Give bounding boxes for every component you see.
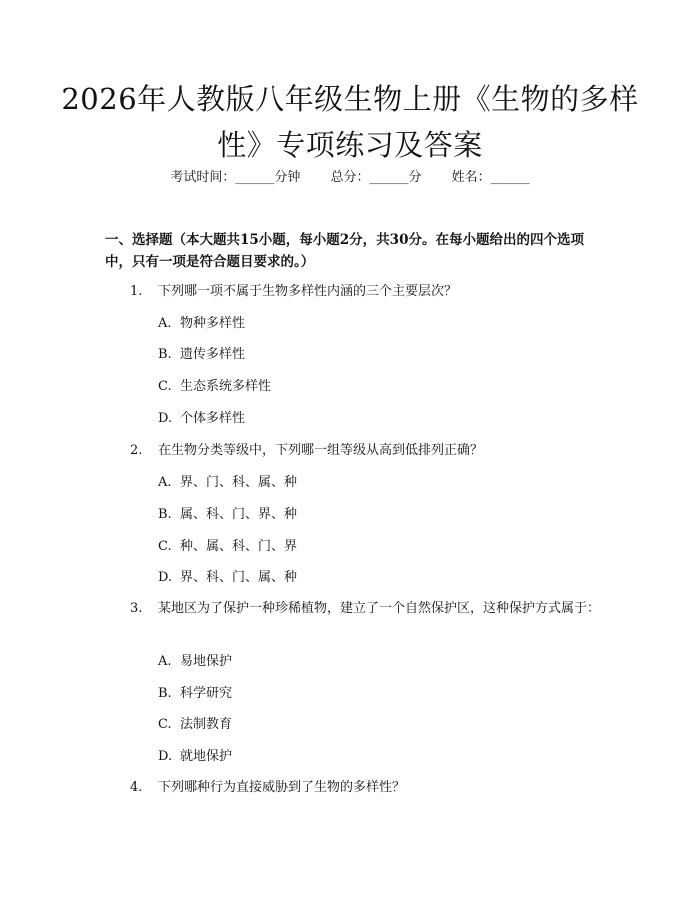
option-1a xyxy=(158,314,245,334)
option-1c xyxy=(158,377,271,397)
option-letter: D. xyxy=(158,411,173,426)
option-letter: A. xyxy=(158,654,172,669)
exam-meta xyxy=(0,168,700,188)
option-2a xyxy=(158,473,297,493)
option-letter: A. xyxy=(158,316,172,331)
option-text: 就地保护 xyxy=(180,749,233,764)
option-3c xyxy=(158,715,232,735)
option-text: 科学研究 xyxy=(180,686,233,701)
option-text: 遗传多样性 xyxy=(180,347,246,362)
question-number: 3. xyxy=(130,601,143,616)
option-letter: A. xyxy=(158,475,172,490)
question-4 xyxy=(105,777,605,799)
option-text: 个体多样性 xyxy=(180,411,246,426)
option-text: 易地保护 xyxy=(180,654,233,669)
option-text: 种、属、科、门、界 xyxy=(180,539,298,554)
option-letter: D. xyxy=(158,570,173,585)
option-1d xyxy=(158,409,245,429)
option-text: 生态系统多样性 xyxy=(180,379,272,394)
option-text: 界、门、科、属、种 xyxy=(180,475,298,490)
question-3 xyxy=(105,598,600,620)
option-text: 属、科、门、界、种 xyxy=(180,507,298,522)
option-letter: C. xyxy=(158,379,172,394)
option-2d xyxy=(158,568,297,588)
student-name: 姓名：______ xyxy=(451,170,530,185)
question-text: 某地区为了保护一种珍稀植物，建立了一个自然保护区，这种保护方式属于： xyxy=(158,601,601,616)
option-3a xyxy=(158,652,232,672)
option-1b xyxy=(158,345,245,365)
option-letter: D. xyxy=(158,749,173,764)
option-letter: C. xyxy=(158,539,172,554)
option-letter: B. xyxy=(158,347,172,362)
option-3b xyxy=(158,684,232,704)
exam-time: 考试时间：______分钟 xyxy=(170,170,301,185)
page-title: 2026年人教版八年级生物上册《生物的多样性》专项练习及答案 xyxy=(61,82,639,162)
exam-score: 总分：______分 xyxy=(330,170,422,185)
question-1 xyxy=(105,281,605,303)
option-text: 法制教育 xyxy=(180,717,233,732)
option-3d xyxy=(158,747,232,767)
question-number: 4. xyxy=(130,780,143,795)
option-2b xyxy=(158,505,297,525)
question-2 xyxy=(105,440,605,462)
question-text: 在生物分类等级中，下列哪一组等级从高到低排列正确？ xyxy=(158,443,484,458)
option-letter: C. xyxy=(158,717,172,732)
option-2c xyxy=(158,537,297,557)
question-text: 下列哪一项不属于生物多样性内涵的三个主要层次？ xyxy=(158,284,458,299)
option-text: 物种多样性 xyxy=(180,316,246,331)
question-text: 下列哪种行为直接威胁到了生物的多样性？ xyxy=(158,780,406,795)
option-letter: B. xyxy=(158,507,172,522)
question-number: 1. xyxy=(130,284,143,299)
option-letter: B. xyxy=(158,686,172,701)
option-text: 界、科、门、属、种 xyxy=(180,570,298,585)
question-number: 2. xyxy=(130,443,143,458)
section-heading: 一、选择题（本大题共15小题，每小题2分，共30分。在每小题给出的四个选项中，只有一项是符合题目要求的。） xyxy=(105,232,584,270)
